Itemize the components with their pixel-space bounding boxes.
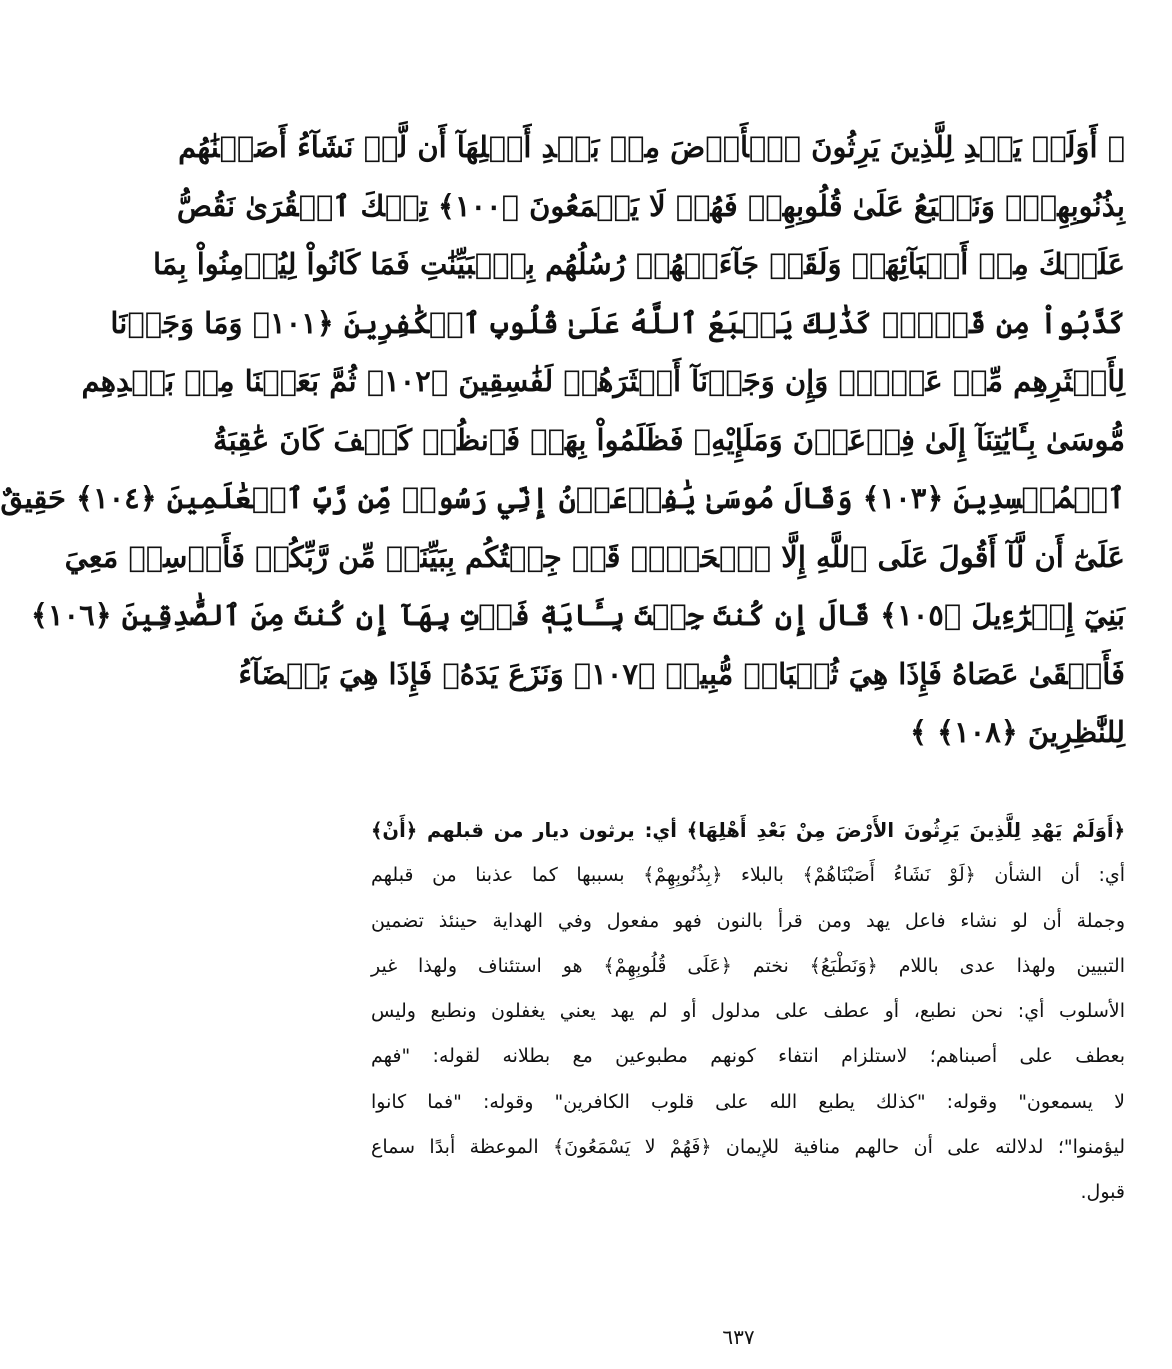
quran-line: لِأَكۡثَرِهِم مِّنۡ عَهۡدٖۖ وَإِن وَجَدۡنَآ أَكۡثَرَهُمۡ لَفَٰسِقِينَ ﴿١٠٢﴾ ثُمَّ بَعَثۡنَا مِنۢ بَعۡدِهِم [81, 364, 1125, 398]
quran-verses-block [0, 118, 1125, 762]
tafsir-line: التبيين ولهذا عدى باللام ﴿وَنَطْبَعُ﴾ نختم ﴿عَلَى قُلُوبِهِمْ﴾ هو استئناف ولهذا غير [371, 954, 1125, 977]
tafsir-commentary-block [371, 808, 1125, 1216]
tafsir-line: أي: أن الشأن ﴿لَوْ نَشَاءُ أَصَبْنَاهُمْ﴾ بالبلاء ﴿بِذُنُوبِهِمْ﴾ بسببها كما عذبنا من قبلهم [371, 864, 1125, 887]
quran-line: مُّوسَىٰ بِـَٔايَٰتِنَآ إِلَىٰ فِرۡعَوۡنَ وَمَلَإِيْهِۦ فَظَلَمُواْ بِهَاۖ فَٱنظُرۡ كَيۡفَ كَانَ عَٰقِبَةُ [213, 422, 1125, 457]
quran-line: ﴿ أَوَلَمۡ يَهۡدِ لِلَّذِينَ يَرِثُونَ ٱلۡأَرۡضَ مِنۢ بَعۡدِ أَهۡلِهَآ أَن لَّوۡ نَشَآءُ أَصَبۡنَٰهُم [178, 130, 1125, 164]
quran-line: بَنِيٓ إِسۡرَٰٓءِيلَ ﴿١٠٥﴾ قَالَ إِن كُنتَ جِئۡتَ بِـَٔايَةٖ فَأۡتِ بِهَآ إِن كُنتَ مِنَ ٱلصَّٰدِقِينَ ﴿١٠٦﴾ [30, 598, 1125, 632]
tafsir-line: وجملة أن لو نشاء فاعل يهد ومن قرأ بالنون فهو مفعول وفي الهداية حينئذ تضمين [371, 909, 1125, 932]
tafsir-line: لا يسمعون" وقوله: "كذلك يطبع الله على قلوب الكافرين" وقوله: "فما كانوا [371, 1090, 1125, 1113]
quran-line: بِذُنُوبِهِمۡۚ وَنَطۡبَعُ عَلَىٰ قُلُوبِهِمۡ فَهُمۡ لَا يَسۡمَعُونَ ﴿١٠٠﴾ تِلۡكَ ٱلۡقُرَىٰ نَقُصُّ [176, 188, 1125, 223]
quran-line: عَلَىٰٓ أَن لَّآ أَقُولَ عَلَى ٱللَّهِ إِلَّا ٱلۡحَقَّۚ قَدۡ جِئۡتُكُم بِبَيِّنَةٖ مِّن رَّبِّكُمۡ فَأَرۡسِلۡ مَعِيَ [64, 539, 1125, 574]
tafsir-line: قبول. [1080, 1181, 1125, 1204]
tafsir-line: ﴿أَوَلَمْ يَهْدِ لِلَّذِينَ يَرِثُونَ الأَرْضَ مِنْ بَعْدِ أَهْلِهَا﴾ أي: يرثون ديار من قبلهم ﴿أَنْ﴾ [371, 819, 1125, 842]
tafsir-line: ليؤمنوا"؛ لدلالته على أن حالهم منافية للإيمان ﴿فَهُمْ لا يَسْمَعُونَ﴾ الموعظة أبدًا سماع [371, 1136, 1125, 1159]
tafsir-line: الأسلوب أي: نحن نطبع، أو عطف على مدلول أو لم يهد يعني يغفلون ونطبع وليس [371, 1000, 1125, 1023]
quran-line: ٱلۡمُفۡسِدِينَ ﴿١٠٣﴾ وَقَالَ مُوسَىٰ يَٰفِرۡعَوۡنُ إِنِّي رَسُولٞ مِّن رَّبِّ ٱلۡعَٰلَمِينَ ﴿١٠٤﴾ حَقِيقٌ [0, 481, 1125, 515]
quran-line: كَذَّبُواْ مِن قَبۡلُۚ كَذَٰلِكَ يَطۡبَعُ ٱللَّهُ عَلَىٰ قُلُوبِ ٱلۡكَٰفِرِينَ ﴿١٠١﴾ وَمَا وَجَدۡنَا [110, 305, 1125, 340]
quran-line: فَأَلۡقَىٰ عَصَاهُ فَإِذَا هِيَ ثُعۡبَانٞ مُّبِينٞ ﴿١٠٧﴾ وَنَزَعَ يَدَهُۥ فَإِذَا هِيَ بَيۡضَآءُ [238, 656, 1125, 691]
quran-line: عَلَيۡكَ مِنۡ أَنۢبَآئِهَاۚ وَلَقَدۡ جَآءَتۡهُمۡ رُسُلُهُم بِٱلۡبَيِّنَٰتِ فَمَا كَانُواْ لِيُؤۡمِنُواْ بِمَا [152, 247, 1125, 281]
tafsir-line: بعطف على أصبناهم؛ لاستلزام انتفاء كونهم مطبوعين مع بطلانه لقوله: "فهم [371, 1045, 1125, 1068]
quran-line: لِلنَّٰظِرِينَ ﴿١٠٨﴾ ﴾ [909, 715, 1125, 749]
page-number: ٦٣٧ [722, 1325, 755, 1349]
